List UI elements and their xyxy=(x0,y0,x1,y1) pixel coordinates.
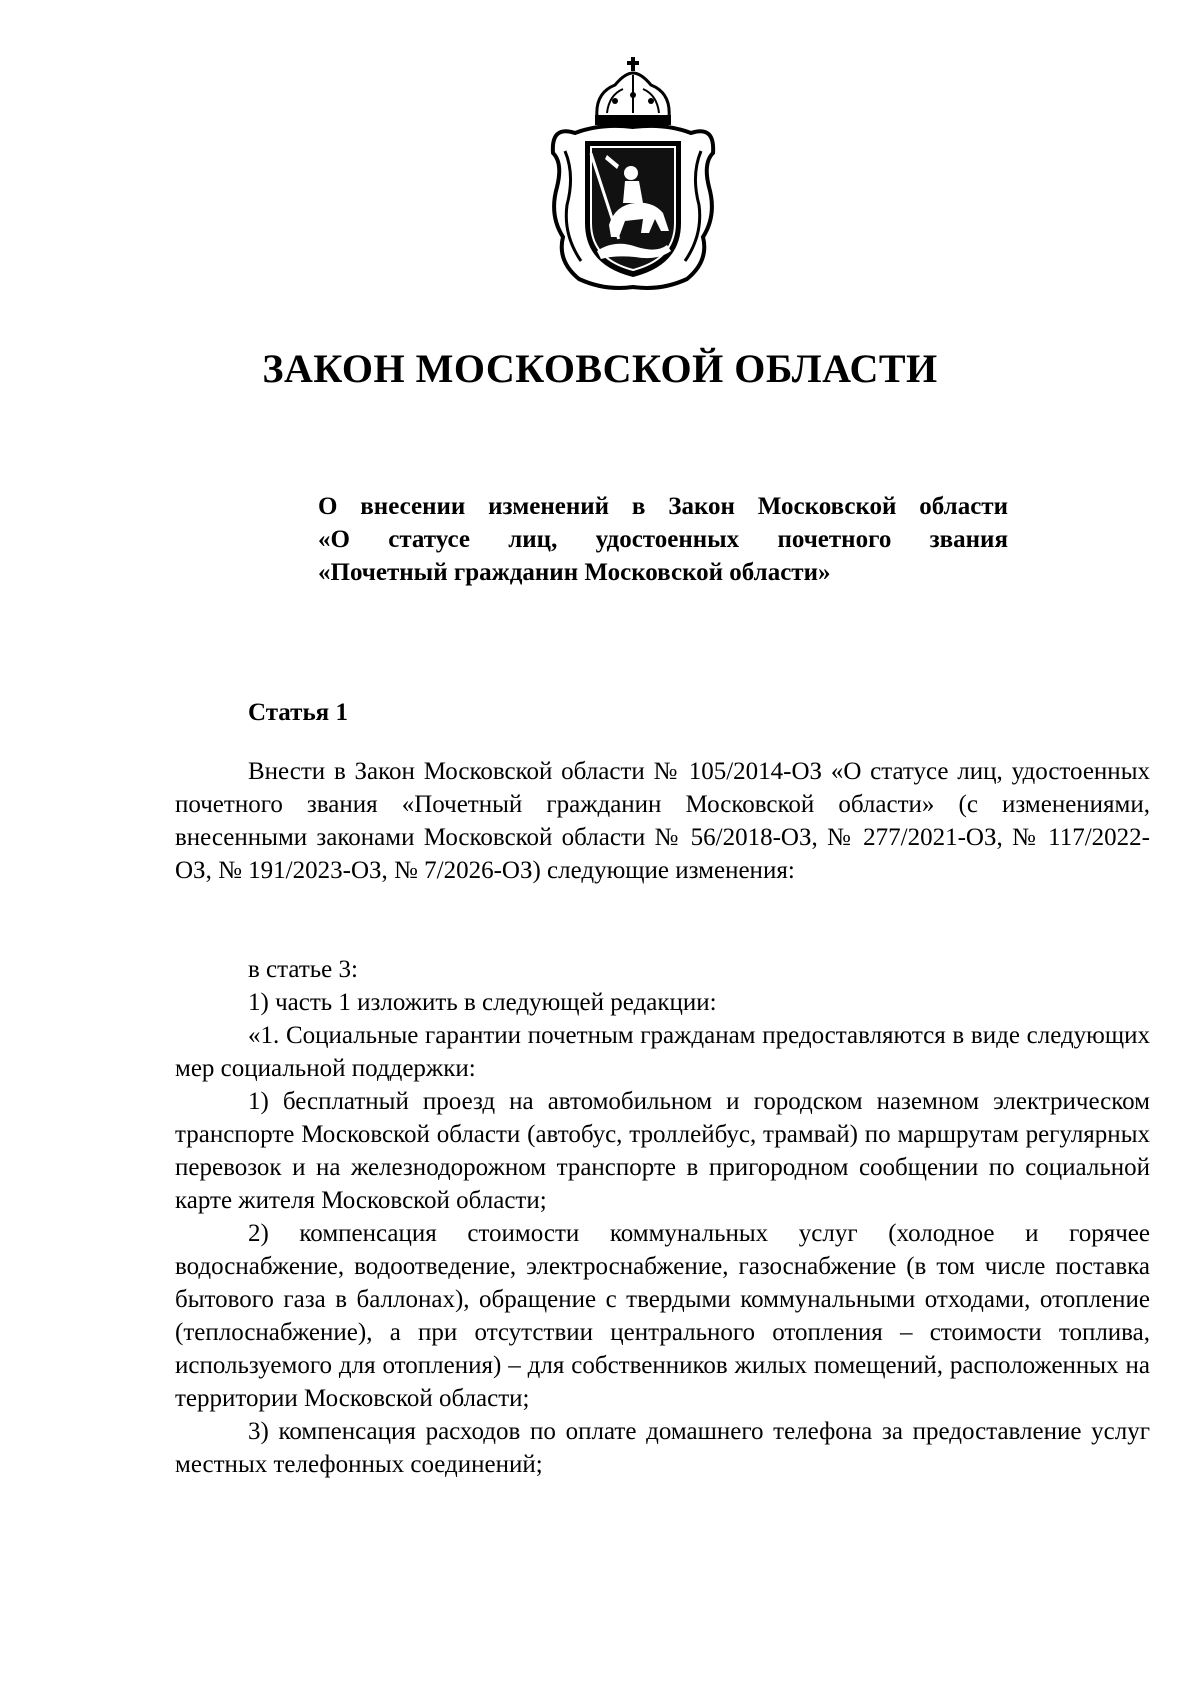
law-subject xyxy=(318,490,1008,589)
amendments xyxy=(175,953,1150,1481)
amendment-paragraph: 2) компенсация стоимости коммунальных услуг (холодное и горячее водоснабжение, водоотведение, электроснабжение, газоснабжение (в том числе поставка бытового газа в баллонах), обращение с твердыми коммунальными отходами, отопление (теплоснабжение), а при отсутствии центрального отопления – стоимости топлива, используемого для отопления) – для собственников жилых помещений, расположенных на территории Московской области; xyxy=(175,1220,1150,1412)
amendment-paragraph: 3) компенсация расходов по оплате домашнего телефона за предоставление услуг местных телефонных соединений; xyxy=(175,1418,1150,1478)
amendment-paragraph: «1. Социальные гарантии почетным гражданам предоставляются в виде следующих мер социальной поддержки: xyxy=(175,1022,1150,1082)
amendment-paragraph: в статье 3: xyxy=(248,956,358,983)
subject-line: «Почетный гражданин Московской области» xyxy=(318,559,831,586)
article-intro xyxy=(175,755,1150,887)
intro-paragraph: Внести в Закон Московской области № 105/2014-ОЗ «О статусе лиц, удостоенных почетного звания «Почетный гражданин Московской области» (с изменениями, внесенными законами Московской области № 56/2018-ОЗ, № 277/2021-ОЗ, № 117/2022-ОЗ, № 191/2023-ОЗ, № 7/2026-ОЗ) следующие изменения: xyxy=(175,758,1150,884)
article-heading: Статья 1 xyxy=(248,699,348,726)
subject-line: «О статусе лиц, удостоенных почетного звания xyxy=(318,526,1008,553)
amendment-paragraph: 1) часть 1 изложить в следующей редакции: xyxy=(248,989,717,1016)
subject-line: О внесении изменений в Закон Московской области xyxy=(318,493,1008,520)
law-title: ЗАКОН МОСКОВСКОЙ ОБЛАСТИ xyxy=(262,346,938,391)
coat-of-arms-icon xyxy=(545,55,721,295)
amendment-paragraph: 1) бесплатный проезд на автомобильном и городском наземном электрическом транспорте Московской области (автобус, троллейбус, трамвай) по маршрутам регулярных перевозок и на железнодорожном транспорте в пригородном сообщении по социальной карте жителя Московской области; xyxy=(175,1088,1150,1214)
